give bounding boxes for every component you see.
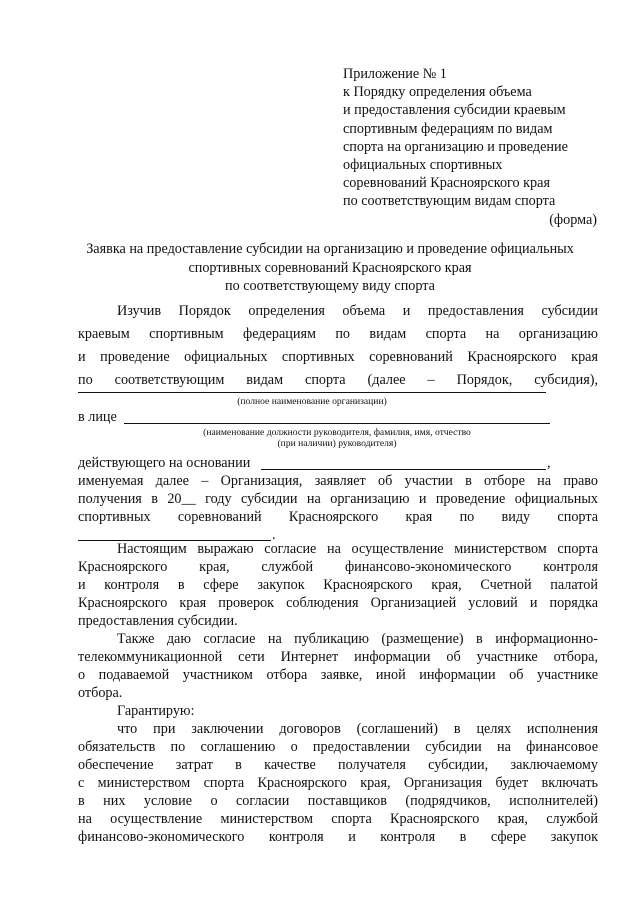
guarantee-line: что при заключении договоров (соглашений) в целях исполнения [117, 721, 598, 737]
application-period: . [272, 527, 276, 543]
consent-2-line: отбора. [78, 685, 123, 701]
consent-2-line: о подаваемой участником отбора заявке, иной информации об участнике [78, 667, 598, 683]
application-line: спортивных соревнований Красноярского края по виду спорта [78, 509, 598, 525]
guarantee-line: на осуществление министерством спорта Красноярского края, службой [78, 811, 598, 827]
consent-1-line: и контроля в сфере закупок Красноярского края, Счетной палатой [78, 577, 598, 593]
title-line: Заявка на предоставление субсидии на организацию и проведение официальных [86, 241, 574, 257]
consent-1-line: Красноярского края проверок соблюдения Организацией условий и порядка [78, 595, 598, 611]
head-name-field[interactable] [124, 423, 550, 424]
appendix-line: Приложение № 1 [343, 66, 447, 82]
appendix-line: соревнований Красноярского края [343, 175, 550, 192]
application-line: именуемая далее – Организация, заявляет об участии в отборе на право [78, 473, 598, 489]
consent-1-line: Настоящим выражаю согласие на осуществление министерством спорта [117, 541, 598, 557]
org-name-caption: (полное наименование организации) [237, 396, 387, 407]
intro-line: краевым спортивным федерациям по видам спорта на организацию [78, 326, 598, 342]
head-caption-line1: (наименование должности руководителя, фамилия, имя, отчество [203, 427, 471, 438]
guarantee-heading: Гарантирую: [117, 703, 195, 719]
org-name-field[interactable] [78, 392, 546, 393]
consent-1-line: предоставления субсидии. [78, 613, 238, 629]
guarantee-line: финансово-экономического контроля и контроля в сфере закупок [78, 829, 598, 845]
appendix-line: к Порядку определения объема [343, 84, 532, 101]
head-caption-line2: (при наличии) руководителя) [277, 438, 397, 449]
title-line: по соответствующему виду спорта [225, 278, 435, 294]
acting-basis-field[interactable] [261, 469, 546, 470]
intro-line: по соответствующим видам спорта (далее – Порядок, субсидия), [78, 372, 598, 388]
appendix-line: спортивным федерациям по видам [343, 120, 553, 137]
guarantee-line: с министерством спорта Красноярского края, Организация будет включать [78, 775, 598, 791]
title-line: спортивных соревнований Красноярского края [188, 259, 472, 276]
appendix-header [343, 65, 623, 211]
acting-basis-label: действующего на основании [78, 455, 251, 471]
appendix-line: и предоставления субсидии краевым [343, 102, 566, 119]
application-line: получения в 20__ году субсидии на организацию и проведение официальных [78, 491, 598, 507]
document-title [60, 240, 600, 296]
guarantee-line: в них условие о согласии поставщиков (подрядчиков, исполнителей) [78, 793, 598, 809]
intro-line: и проведение официальных спортивных соревнований Красноярского края [78, 349, 598, 365]
guarantee-line: обеспечение затрат в качестве получателя субсидии, заключаемому [78, 757, 598, 773]
appendix-line: официальных спортивных [343, 157, 503, 174]
form-label: (форма) [549, 212, 597, 228]
intro-line: Изучив Порядок определения объема и предоставления субсидии [117, 303, 598, 319]
consent-1-line: Красноярского края, службой финансово-экономического контроля [78, 559, 598, 575]
appendix-line: спорта на организацию и проведение [343, 138, 568, 155]
consent-2-line: Также даю согласие на публикацию (размещение) в информационно- [117, 631, 598, 647]
guarantee-line: обязательств по соглашению о предоставлении субсидии на финансовое [78, 739, 598, 755]
appendix-line: по соответствующим видам спорта [343, 193, 556, 210]
acting-basis-comma: , [547, 455, 551, 471]
represented-by-label: в лице [78, 409, 117, 425]
consent-2-line: телекоммуникационной сети Интернет информации об участнике отбора, [78, 649, 598, 665]
